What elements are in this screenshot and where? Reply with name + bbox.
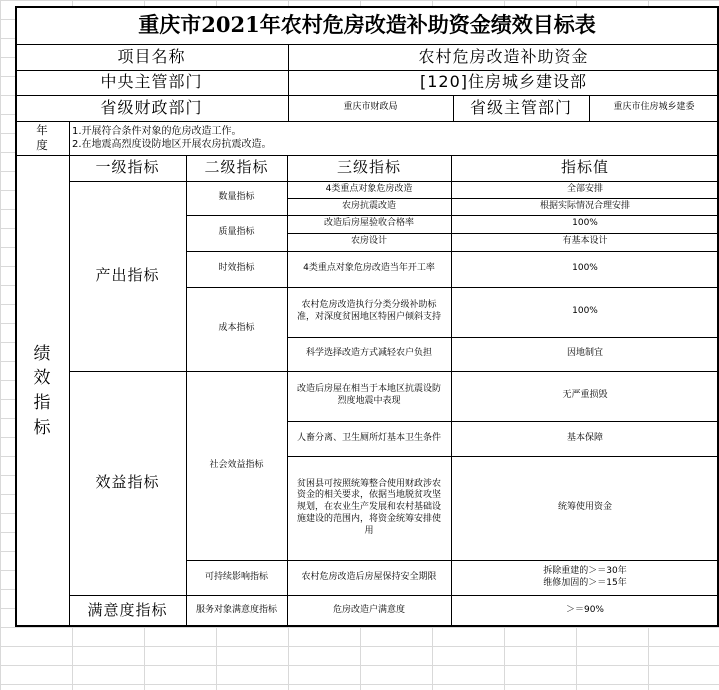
l3-row-3[interactable]: 改造后房屋验收合格率 <box>287 215 451 233</box>
l3-row-6[interactable]: 农村危房改造执行分类分级补助标准，对深度贫困地区特困户倾斜支持 <box>287 287 451 337</box>
value-row-2[interactable]: 根据实际情况合理安排 <box>451 198 719 215</box>
value-row-10[interactable]: 统筹使用资金 <box>451 456 719 560</box>
grid-line <box>287 155 288 627</box>
grid-line <box>287 233 719 234</box>
annual-target-content[interactable] <box>69 121 719 155</box>
grid-line <box>15 155 719 156</box>
value-row-11-line-1: 拆除重建的＞＝30年 <box>543 565 627 576</box>
side-char-2: 效 <box>33 368 51 389</box>
l3-row-11[interactable]: 农村危房改造后房屋保持安全期限 <box>287 560 451 595</box>
grid-line <box>451 155 452 627</box>
grid-line <box>288 95 289 121</box>
value-row-12[interactable]: ＞＝90% <box>451 595 719 627</box>
annual-target-label[interactable] <box>15 121 69 155</box>
central-dept-value[interactable]: [120]住房城乡建设部 <box>288 70 719 95</box>
col-header-level1[interactable]: 一级指标 <box>69 155 186 181</box>
l2-quantity[interactable]: 数量指标 <box>186 181 287 215</box>
project-name-label[interactable]: 项目名称 <box>15 44 288 70</box>
l3-row-12[interactable]: 危房改造户满意度 <box>287 595 451 627</box>
grid-line <box>186 560 719 561</box>
grid-line <box>15 121 719 122</box>
l2-timeliness[interactable]: 时效指标 <box>186 251 287 287</box>
grid-line <box>589 95 590 121</box>
annual-label-top: 年 <box>36 123 48 138</box>
grid-line <box>69 595 719 596</box>
provincial-dept-label[interactable]: 省级主管部门 <box>453 95 589 121</box>
annual-label-bottom: 度 <box>36 138 48 152</box>
l3-row-9[interactable]: 人畜分离、卫生厕所灯基本卫生条件 <box>287 421 451 456</box>
grid-line <box>186 215 719 216</box>
grid-line <box>186 155 187 627</box>
side-char-1: 绩 <box>33 343 51 364</box>
l3-row-1[interactable]: 4类重点对象危房改造 <box>287 181 451 198</box>
value-row-3[interactable]: 100% <box>451 215 719 233</box>
value-row-5[interactable]: 100% <box>451 251 719 287</box>
l2-quality[interactable]: 质量指标 <box>186 215 287 251</box>
output-indicator-label[interactable]: 产出指标 <box>69 181 186 371</box>
value-row-11-line-2: 维修加固的＞＝15年 <box>543 577 627 588</box>
grid-line <box>69 371 719 372</box>
l3-row-8[interactable]: 改造后房屋在相当于本地区抗震设防烈度地震中表现 <box>287 371 451 421</box>
side-char-4: 标 <box>33 417 51 438</box>
l3-row-10[interactable]: 贫困县可按照统筹整合使用财政涉农资金的相关要求，依据当地脱贫攻坚规划，在农业生产发展和农村基础设施建设的范围内，将资金统筹安排使用 <box>287 456 451 560</box>
l2-social-benefit[interactable]: 社会效益指标 <box>186 371 287 560</box>
grid-line <box>15 44 719 45</box>
grid-line <box>186 251 719 252</box>
value-row-8[interactable]: 无严重损毁 <box>451 371 719 421</box>
l3-row-2[interactable]: 农房抗震改造 <box>287 198 451 215</box>
grid-line <box>288 44 289 95</box>
grid-line <box>15 70 719 71</box>
satisfaction-indicator-label[interactable]: 满意度指标 <box>69 595 186 627</box>
l3-row-5[interactable]: 4类重点对象危房改造当年开工率 <box>287 251 451 287</box>
l3-row-7[interactable]: 科学选择改造方式减轻农户负担 <box>287 337 451 371</box>
grid-line <box>287 421 719 422</box>
l2-sustainable-impact[interactable]: 可持续影响指标 <box>186 560 287 595</box>
project-name-value[interactable]: 农村危房改造补助资金 <box>288 44 719 70</box>
grid-line <box>186 287 719 288</box>
grid-line <box>287 337 719 338</box>
l2-cost[interactable]: 成本指标 <box>186 287 287 371</box>
finance-dept-label[interactable]: 省级财政部门 <box>15 95 288 121</box>
grid-line <box>287 198 719 199</box>
grid-line <box>69 181 719 182</box>
value-row-1[interactable]: 全部安排 <box>451 181 719 198</box>
grid-line <box>69 121 70 627</box>
grid-line <box>15 95 719 96</box>
value-row-9[interactable]: 基本保障 <box>451 421 719 456</box>
annual-target-line-2: 2.在地震高烈度设防地区开展农房抗震改造。 <box>72 139 272 150</box>
l2-service-satisfaction[interactable]: 服务对象满意度指标 <box>186 595 287 627</box>
finance-dept-value[interactable]: 重庆市财政局 <box>288 95 453 121</box>
performance-indicators-label[interactable] <box>15 155 69 627</box>
provincial-dept-value[interactable]: 重庆市住房城乡建委 <box>589 95 719 121</box>
col-header-value[interactable]: 指标值 <box>451 155 719 181</box>
benefit-indicator-label[interactable]: 效益指标 <box>69 371 186 595</box>
central-dept-label[interactable]: 中央主管部门 <box>15 70 288 95</box>
value-row-11[interactable] <box>451 560 719 595</box>
value-row-6[interactable]: 100% <box>451 287 719 337</box>
grid-line <box>453 95 454 121</box>
side-char-3: 指 <box>33 393 51 413</box>
col-header-level3[interactable]: 三级指标 <box>287 155 451 181</box>
col-header-level2[interactable]: 二级指标 <box>186 155 287 181</box>
value-row-7[interactable]: 因地制宜 <box>451 337 719 371</box>
page-title[interactable]: 重庆市2021年农村危房改造补助资金绩效目标表 <box>15 6 719 44</box>
value-row-4[interactable]: 有基本设计 <box>451 233 719 251</box>
l3-row-4[interactable]: 农房设计 <box>287 233 451 251</box>
grid-line <box>287 456 719 457</box>
annual-target-line-1: 1.开展符合条件对象的危房改造工作。 <box>72 126 242 137</box>
